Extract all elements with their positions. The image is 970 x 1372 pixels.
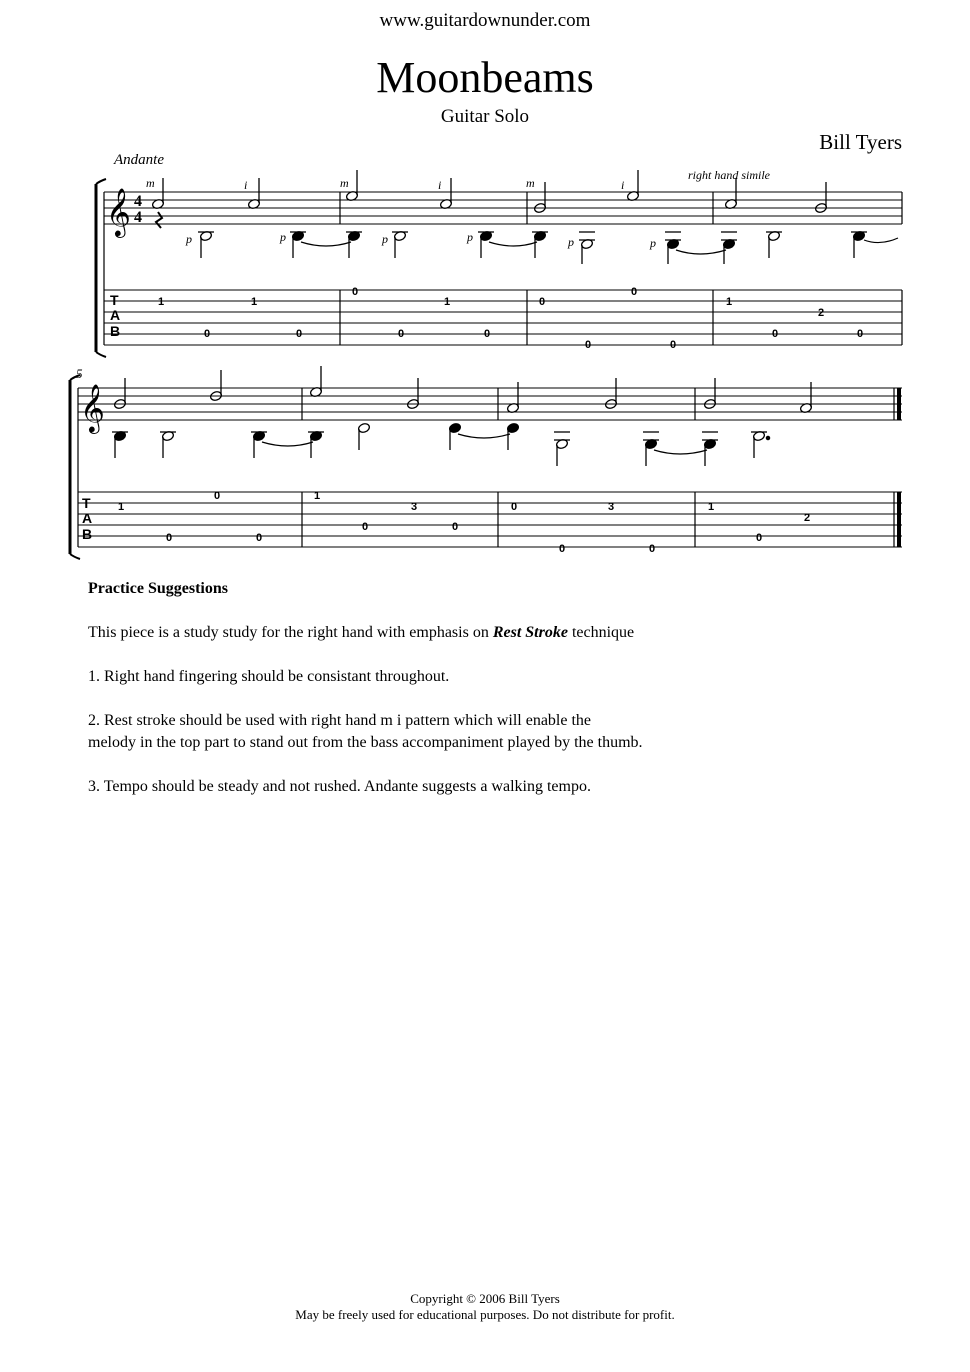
svg-text:0: 0	[255, 532, 263, 544]
staff-lines-system-1	[104, 192, 902, 224]
svg-text:A: A	[82, 510, 93, 526]
svg-text:0: 0	[451, 521, 459, 533]
treble-clef-icon: 𝄞	[106, 187, 131, 236]
tab-lines-system-2	[78, 492, 902, 547]
svg-text:0: 0	[213, 490, 221, 502]
svg-text:0: 0	[538, 296, 546, 308]
license-notice: May be freely used for educational purposes. Do not distribute for profit.	[295, 1307, 675, 1322]
svg-text:3: 3	[410, 501, 418, 513]
bass-notes-system-2	[112, 422, 770, 466]
time-signature	[134, 193, 142, 226]
practice-heading: Practice Suggestions	[88, 580, 228, 597]
practice-tip-2: 2. Rest stroke should be used with right hand m i pattern which will enable the melody in the top part to stand out from the bass accompaniment played by the thumb.	[88, 712, 643, 751]
svg-text:1: 1	[157, 296, 165, 308]
svg-text:i: i	[244, 178, 248, 192]
measure-number: 5	[76, 366, 83, 381]
barlines-system-1	[104, 192, 902, 345]
svg-text:1: 1	[443, 296, 451, 308]
svg-text:A: A	[110, 307, 121, 323]
svg-text:m: m	[146, 176, 155, 190]
svg-text:1: 1	[117, 501, 125, 513]
svg-text:T: T	[82, 495, 91, 511]
svg-text:i: i	[621, 178, 625, 192]
treble-clef-icon: 𝄞	[80, 383, 105, 432]
svg-text:2: 2	[803, 512, 811, 524]
svg-text:m: m	[526, 176, 535, 190]
svg-text:p: p	[280, 230, 286, 244]
tab-numbers-system-2	[118, 490, 810, 555]
svg-text:0: 0	[397, 328, 405, 340]
svg-text:2: 2	[817, 307, 825, 319]
svg-text:p: p	[568, 235, 574, 249]
svg-text:4: 4	[134, 209, 142, 226]
svg-text:i: i	[438, 178, 442, 192]
svg-text:p: p	[382, 232, 388, 246]
composer-name: Bill Tyers	[819, 130, 902, 154]
copyright-notice: Copyright © 2006 Bill Tyers	[410, 1291, 560, 1306]
svg-text:B: B	[110, 323, 121, 339]
practice-tip-3: 3. Tempo should be steady and not rushed. Andante suggests a walking tempo.	[88, 778, 591, 795]
performance-note: right hand simile	[688, 168, 771, 182]
svg-text:3: 3	[607, 501, 615, 513]
svg-text:p: p	[186, 232, 192, 246]
melody-notes-system-2	[113, 366, 812, 414]
sheet-music-score	[0, 0, 970, 570]
svg-text:0: 0	[351, 286, 359, 298]
svg-text:0: 0	[669, 339, 677, 351]
svg-text:0: 0	[755, 532, 763, 544]
svg-text:1: 1	[725, 296, 733, 308]
tab-numbers-system-1	[158, 286, 863, 351]
svg-text:1: 1	[313, 490, 321, 502]
svg-text:B: B	[82, 526, 93, 542]
piece-subtitle: Guitar Solo	[440, 106, 530, 127]
svg-text:0: 0	[203, 328, 211, 340]
practice-intro: This piece is a study study for the right hand with emphasis on Rest Stroke technique	[88, 624, 635, 641]
svg-text:p: p	[650, 236, 656, 250]
svg-text:T: T	[110, 292, 119, 308]
tab-lines-system-1	[104, 290, 902, 345]
svg-text:0: 0	[483, 328, 491, 340]
fingering-labels	[146, 176, 656, 250]
quarter-rest-icon	[156, 212, 162, 228]
svg-text:0: 0	[648, 543, 656, 555]
svg-text:0: 0	[558, 543, 566, 555]
svg-text:1: 1	[250, 296, 258, 308]
svg-text:p: p	[467, 230, 473, 244]
piece-title: Moonbeams	[376, 53, 594, 102]
svg-text:0: 0	[510, 501, 518, 513]
svg-text:4: 4	[134, 193, 142, 210]
tempo-marking: Andante	[114, 152, 164, 168]
svg-text:0: 0	[856, 328, 864, 340]
svg-text:1: 1	[707, 501, 715, 513]
svg-text:0: 0	[630, 286, 638, 298]
svg-text:0: 0	[165, 532, 173, 544]
svg-text:0: 0	[295, 328, 303, 340]
svg-text:0: 0	[584, 339, 592, 351]
practice-tip-1: 1. Right hand fingering should be consistant throughout.	[88, 668, 450, 685]
svg-text:0: 0	[361, 521, 369, 533]
svg-text:0: 0	[771, 328, 779, 340]
site-url: www.guitardownunder.com	[379, 10, 591, 31]
staff-lines-system-2	[78, 388, 902, 420]
svg-text:m: m	[340, 176, 349, 190]
